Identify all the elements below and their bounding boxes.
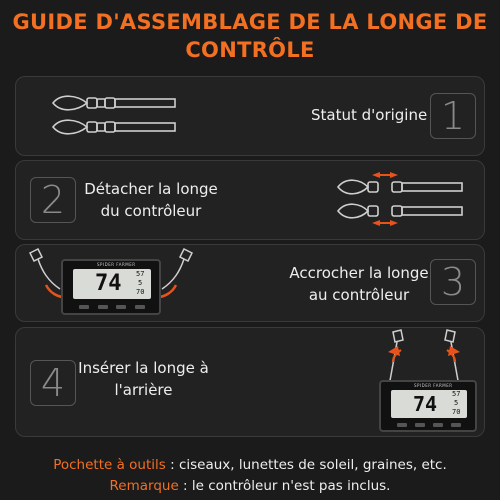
lanyard-pair-icon (51, 89, 191, 139)
step-3-panel (15, 244, 485, 322)
device-buttons (79, 305, 145, 309)
device-screen (73, 269, 151, 299)
device-temperature: 74 (95, 271, 122, 296)
note-label: Remarque (109, 478, 179, 494)
device-brand-rear: SPIDER FARMER (414, 383, 453, 388)
step-2-label: Détacher la longe du contrôleur (84, 180, 218, 220)
step-3-number: 3 (430, 259, 476, 305)
device-brand: SPIDER FARMER (97, 262, 136, 267)
toolkit-contents: : ciseaux, lunettes de soleil, graines, etc. (165, 457, 447, 473)
step-1-label: Statut d'origine (311, 106, 428, 124)
controller-device (61, 259, 161, 315)
step-3-label: Accrocher la longe au contrôleur (289, 264, 429, 304)
step-1-number: 1 (430, 93, 476, 139)
detach-lanyard-icon (336, 171, 476, 227)
device-value-mid: 5 (138, 279, 143, 287)
device-value-top: 57 (136, 270, 145, 278)
device-buttons-rear (397, 423, 461, 427)
controller-device-rear (379, 380, 477, 432)
step-4-label: Insérer la longe à l'arrière (78, 359, 209, 399)
device-value-bottom-rear: 70 (452, 408, 461, 416)
page-title: GUIDE D'ASSEMBLAGE DE LA LONGE DE CONTRÔLE (12, 10, 488, 62)
device-screen-rear (391, 390, 467, 418)
note-text: : le contrôleur n'est pas inclus. (178, 478, 391, 494)
toolkit-label: Pochette à outils (53, 457, 166, 473)
step-2-panel (15, 160, 485, 240)
device-value-top-rear: 57 (452, 390, 461, 398)
step-4-number: 4 (30, 360, 76, 406)
footer-line-2 (0, 475, 500, 497)
step-4-panel (15, 327, 485, 437)
step-1-panel (15, 76, 485, 156)
step-2-number: 2 (30, 177, 76, 223)
footer-line-1 (0, 454, 500, 476)
device-value-bottom: 70 (136, 288, 145, 296)
device-value-mid-rear: 5 (454, 399, 459, 407)
rear-lanyard-icon (371, 328, 481, 388)
device-temperature-rear: 74 (413, 392, 438, 416)
